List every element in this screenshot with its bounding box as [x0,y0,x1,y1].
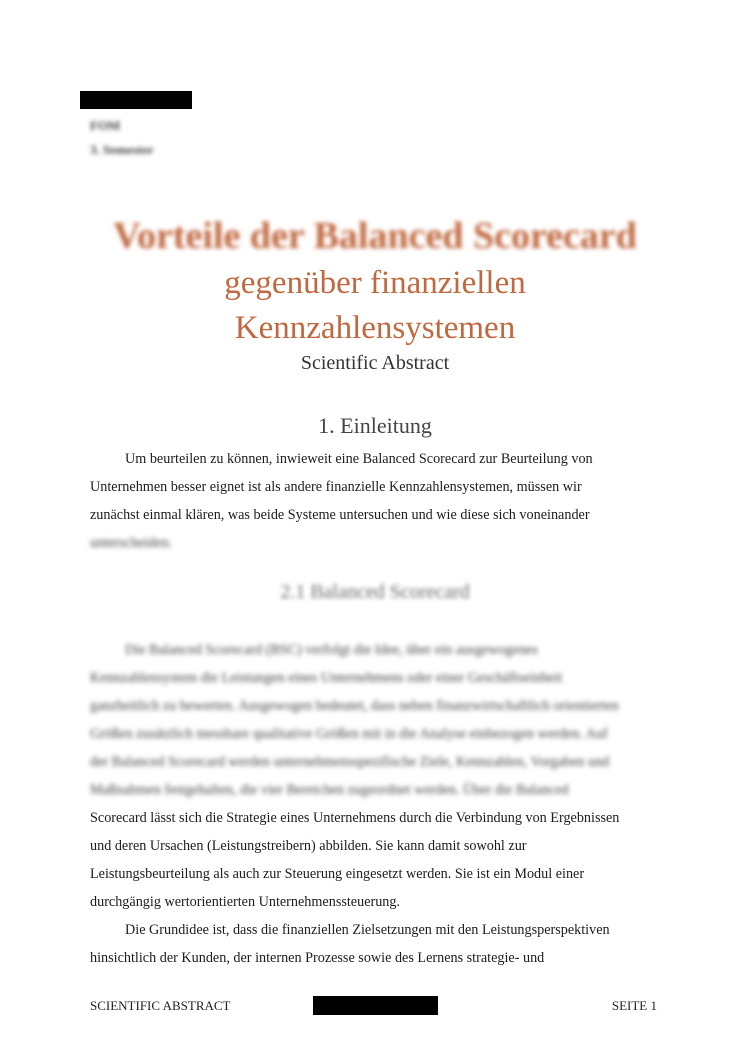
paragraph-line: Die Grundidee ist, dass die finanziellen Zielsetzungen mit den Leistungsperspektiven [125,922,610,938]
balanced-scorecard-paragraph [90,636,662,972]
redacted-footer-name [313,996,438,1015]
school-name: FOM [90,118,121,133]
section-heading-introduction: 1. Einleitung [318,413,432,438]
document-subtitle: Scientific Abstract [300,352,450,374]
paragraph-line: Kennzahlensystem die Leistungen eines Unternehmens oder einer Geschäftseinheit [90,670,563,686]
redacted-author-name [80,91,192,109]
footer-page-number: SEITE 1 [611,998,657,1013]
document-title-line-3: Kennzahlensystemen [234,310,516,346]
paragraph-line: Leistungsbeurteilung als auch zur Steuerung eingesetzt werden. Sie ist ein Modul einer [90,866,585,882]
introduction-paragraph [90,445,662,557]
footer-document-type: SCIENTIFIC ABSTRACT [90,998,231,1013]
section-heading-balanced-scorecard: 2.1 Balanced Scorecard [280,581,470,603]
paragraph-line: durchgängig wertorientierten Unternehmenssteuerung. [90,894,401,910]
document-title-line-2: gegenüber finanziellen [224,265,526,301]
paragraph-line: ganzheitlich zu bewerten. Ausgewogen bedeutet, dass neben finanzwirtschaftlich orientierten [90,698,619,714]
paragraph-line: Maßnahmen festgehalten, die vier Bereichen zugeordnet werden. Über die Balanced [90,782,569,798]
paragraph-line: unterscheiden. [90,535,173,551]
paragraph-line: Unternehmen besser eignet ist als andere finanzielle Kennzahlensystemen, müssen wir [90,479,582,495]
paragraph-line: hinsichtlich der Kunden, der internen Prozesse sowie des Lernens strategie- und [90,950,545,966]
paragraph-line: Scorecard lässt sich die Strategie eines Unternehmens durch die Verbindung von Ergebnissen [90,810,620,826]
paragraph-line: und deren Ursachen (Leistungstreibern) abbilden. Sie kann damit sowohl zur [90,838,527,854]
paragraph-line: Um beurteilen zu können, inwieweit eine Balanced Scorecard zur Beurteilung von [125,451,593,467]
paragraph-line: zunächst einmal klären, was beide Systeme untersuchen und wie diese sich voneinander [90,507,590,523]
semester-label: 3. Semester [90,142,154,157]
paragraph-line: Größen zusätzlich messbare qualitative Größen mit in die Analyse einbezogen werden. Auf [90,726,608,742]
paragraph-line: Die Balanced Scorecard (BSC) verfolgt die Idee, über ein ausgewogenes [125,642,538,658]
document-title-line-1: Vorteile der Balanced Scorecard [113,215,637,257]
paragraph-line: der Balanced Scorecard werden unternehmensspezifische Ziele, Kennzahlen, Vorgaben und [90,754,610,770]
